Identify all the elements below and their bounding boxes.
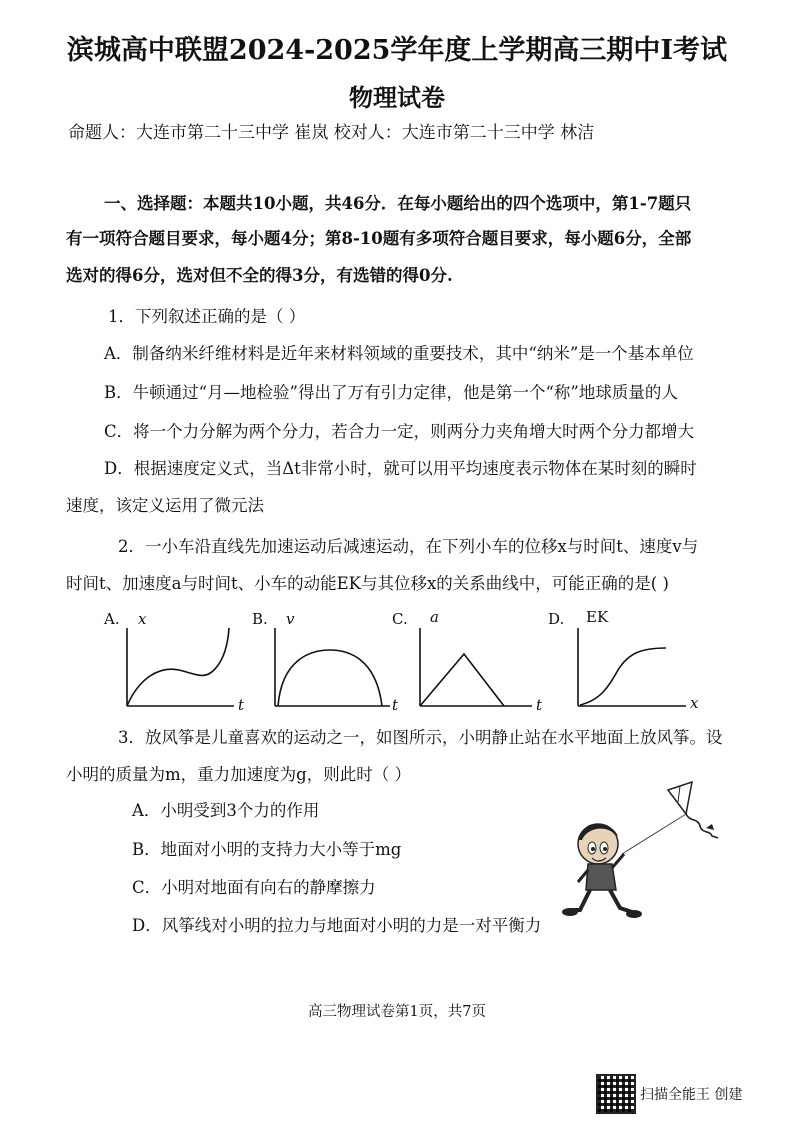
graph-a-y-label: x [138,610,147,628]
graph-d-plot [548,608,708,718]
graph-b-plot [252,608,402,718]
q1-option-c: C．将一个力分解为两个分力，若合力一定，则两分力夹角增大时两个分力都增大 [104,422,695,441]
q3-option-a: A．小明受到3个力的作用 [132,801,320,820]
kite-boy-illustration [560,778,750,938]
graph-d-x-label: x [690,694,699,712]
graph-a-label: A. [104,610,120,628]
graph-c-y-label: a [430,608,439,626]
q1-option-b: B．牛顿通过“月—地检验”得出了万有引力定律，他是第一个“称”地球质量的人 [104,383,678,402]
graph-c-label: C. [392,610,408,628]
graph-c-x-label: t [536,696,543,714]
q3-option-b: B．地面对小明的支持力大小等于mg [132,840,402,859]
section-instructions-1: 一、选择题：本题共10小题，共46分．在每小题给出的四个选项中，第1-7题只 [104,194,692,213]
graph-d-label: D. [548,610,565,628]
q3-stem-2: 小明的质量为m，重力加速度为g，则此时（ ） [66,765,411,784]
q3-stem-1: 3．放风筝是儿童喜欢的运动之一，如图所示，小明静止站在水平地面上放风筝。设 [118,728,723,747]
q2-graph-b [252,608,402,718]
q2-graph-d [548,608,708,718]
q3-option-c: C．小明对地面有向右的静摩擦力 [132,878,376,897]
section-instructions-2: 有一项符合题目要求，每小题4分；第8-10题有多项符合题目要求，每小题6分，全部 [66,229,692,248]
graph-a-plot [104,608,254,718]
q2-graph-a [104,608,254,718]
graph-c-plot [392,608,552,718]
qr-code-icon [596,1074,636,1114]
q1-option-a: A．制备纳米纤维材料是近年来材料领域的重要技术，其中“纳米”是一个基本单位 [104,344,694,363]
exam-subtitle: 物理试卷 [349,83,445,112]
q1-option-d-line2: 速度，该定义运用了微元法 [66,496,264,515]
q2-stem-2: 时间t、加速度a与时间t、小车的动能EK与其位移x的关系曲线中，可能正确的是( ) [66,574,669,593]
graph-b-label: B. [252,610,268,628]
author-line: 命题人：大连市第二十三中学 崔岚 校对人：大连市第二十三中学 林洁 [68,123,595,143]
graph-d-y-label: EK [586,608,609,626]
q1-option-d-line1: D．根据速度定义式，当Δt非常小时，就可以用平均速度表示物体在某时刻的瞬时 [104,459,697,478]
graph-b-x-label: t [392,696,399,714]
q3-option-d: D．风筝线对小明的拉力与地面对小明的力是一对平衡力 [132,916,542,935]
scanner-watermark: 扫描全能王 创建 [640,1087,743,1103]
section-instructions-3: 选对的得6分，选对但不全的得3分，有选错的得0分. [66,266,453,285]
graph-b-y-label: v [286,610,295,628]
page-footer: 高三物理试卷第1页，共7页 [308,1004,486,1020]
exam-title: 滨城高中联盟2024-2025学年度上学期高三期中Ⅰ考试 [66,35,728,66]
q1-stem: 1．下列叙述正确的是（ ） [108,307,306,326]
graph-a-x-label: t [238,696,245,714]
q2-graph-c [392,608,552,718]
q2-stem-1: 2．一小车沿直线先加速运动后减速运动，在下列小车的位移x与时间t、速度v与 [118,537,699,556]
